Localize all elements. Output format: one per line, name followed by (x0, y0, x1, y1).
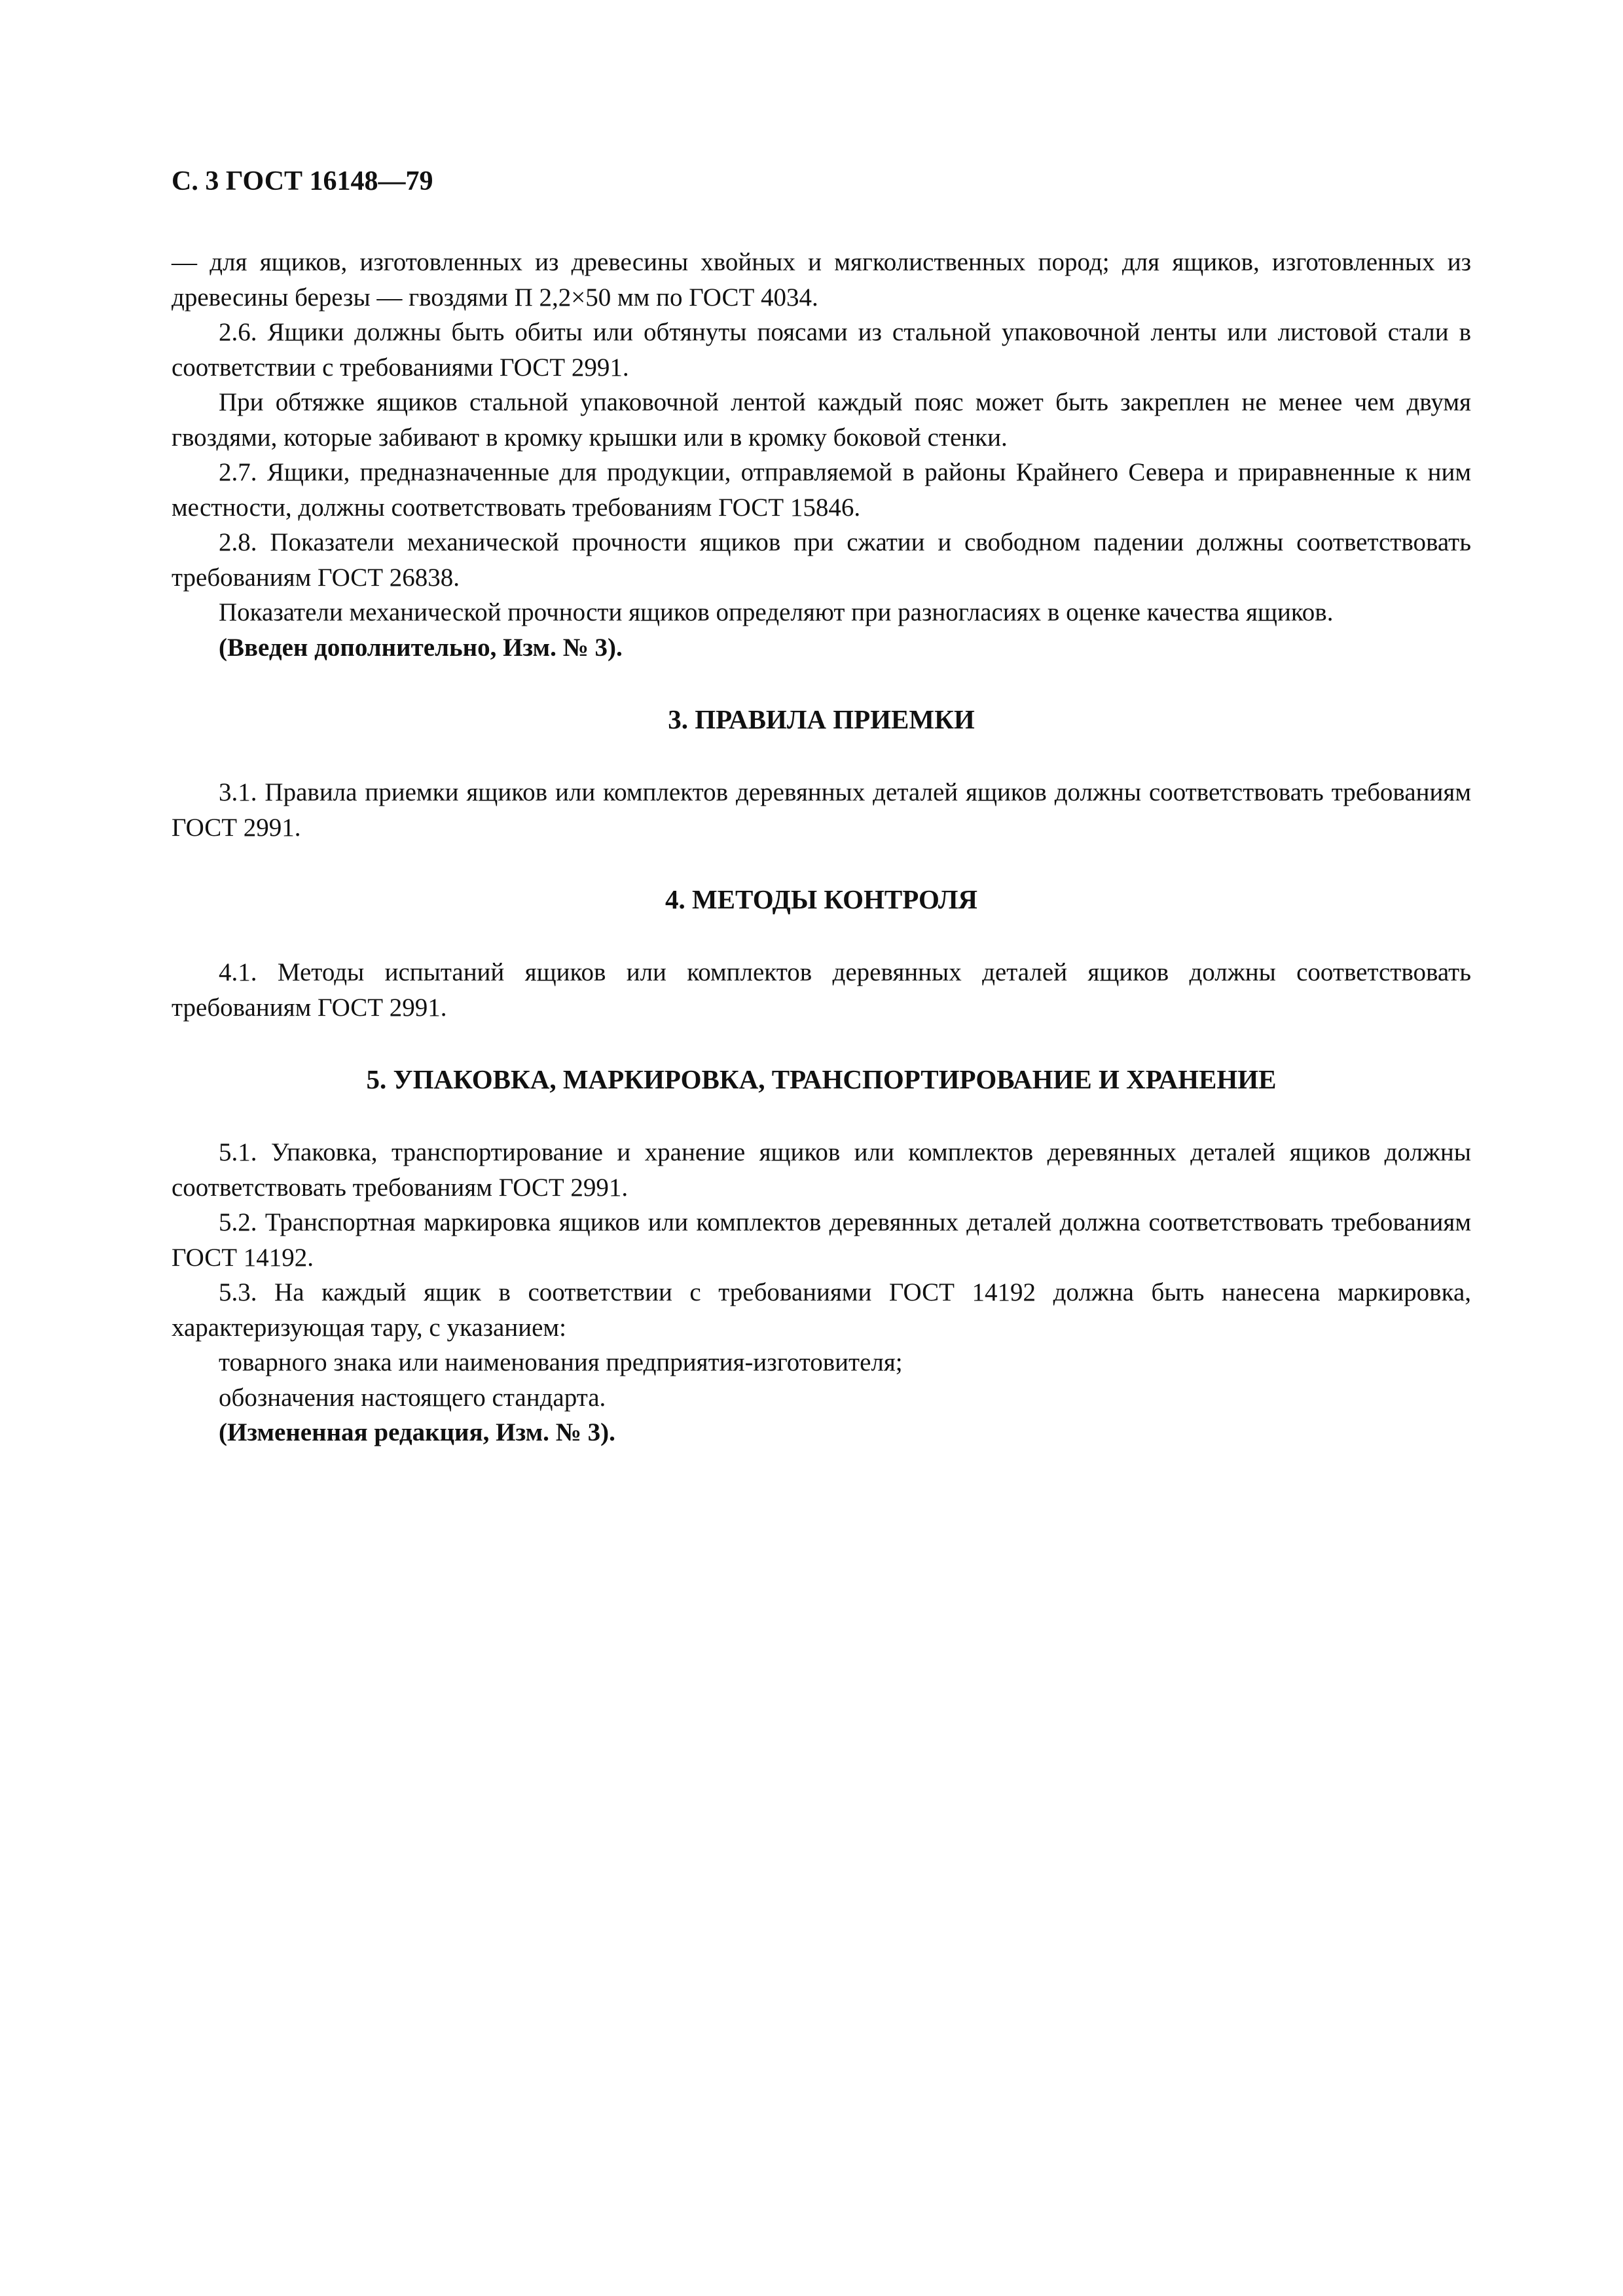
paragraph-2-6-b: При обтяжке ящиков стальной упаковочной лентой каждый пояс может быть закреплен не менее чем двумя гвоздями, которые забивают в кромку крышки или в кромку боковой стенки. (172, 388, 1471, 452)
paragraph-2-6: 2.6. Ящики должны быть обиты или обтянуты поясами из стальной упаковочной ленты или листовой стали в соответствии с требованиями ГОСТ 2991. (172, 318, 1471, 382)
paragraph-3-1: 3.1. Правила приемки ящиков или комплектов деревянных деталей ящиков должны соответствовать требованиям ГОСТ 2991. (172, 778, 1471, 842)
section-3-title: 3. ПРАВИЛА ПРИЕМКИ (668, 704, 975, 734)
paragraph-continuation: — для ящиков, изготовленных из древесины хвойных и мягколиственных пород; для ящиков, изготовленных из древесины березы — гвоздями П 2,2×50 мм по ГОСТ 4034. (172, 248, 1471, 312)
list-item: товарного знака или наименования предприятия-изготовителя; (219, 1348, 903, 1376)
section-5-title: 5. УПАКОВКА, МАРКИРОВКА, ТРАНСПОРТИРОВАНИЕ И ХРАНЕНИЕ (366, 1064, 1277, 1094)
page-header: С. 3 ГОСТ 16148—79 (172, 166, 433, 196)
list-item: обозначения настоящего стандарта. (219, 1383, 606, 1412)
paragraph-2-8: 2.8. Показатели механической прочности ящиков при сжатии и свободном падении должны соответствовать требованиям ГОСТ 26838. (172, 528, 1471, 592)
paragraph-2-7: 2.7. Ящики, предназначенные для продукции, отправляемой в районы Крайнего Севера и приравненные к ним местности, должны соответствовать требованиям ГОСТ 15846. (172, 458, 1471, 522)
paragraph-4-1: 4.1. Методы испытаний ящиков или комплектов деревянных деталей ящиков должны соответствовать требованиям ГОСТ 2991. (172, 958, 1471, 1022)
paragraph-5-2: 5.2. Транспортная маркировка ящиков или комплектов деревянных деталей должна соответствовать требованиям ГОСТ 14192. (172, 1208, 1471, 1272)
paragraph-2-8-b: Показатели механической прочности ящиков определяют при разногласиях в оценке качества ящиков. (219, 598, 1334, 626)
paragraph-5-1: 5.1. Упаковка, транспортирование и хранение ящиков или комплектов деревянных деталей ящиков должны соответствовать требованиям ГОСТ 2991. (172, 1138, 1471, 1202)
amendment-note-2: (Измененная редакция, Изм. № 3). (219, 1418, 615, 1446)
amendment-note-1: (Введен дополнительно, Изм. № 3). (219, 633, 623, 662)
paragraph-5-3: 5.3. На каждый ящик в соответствии с требованиями ГОСТ 14192 должна быть нанесена маркировка, характеризующая тару, с указанием: (172, 1278, 1471, 1342)
section-4-title: 4. МЕТОДЫ КОНТРОЛЯ (665, 884, 978, 914)
document-page (172, 164, 1471, 1450)
